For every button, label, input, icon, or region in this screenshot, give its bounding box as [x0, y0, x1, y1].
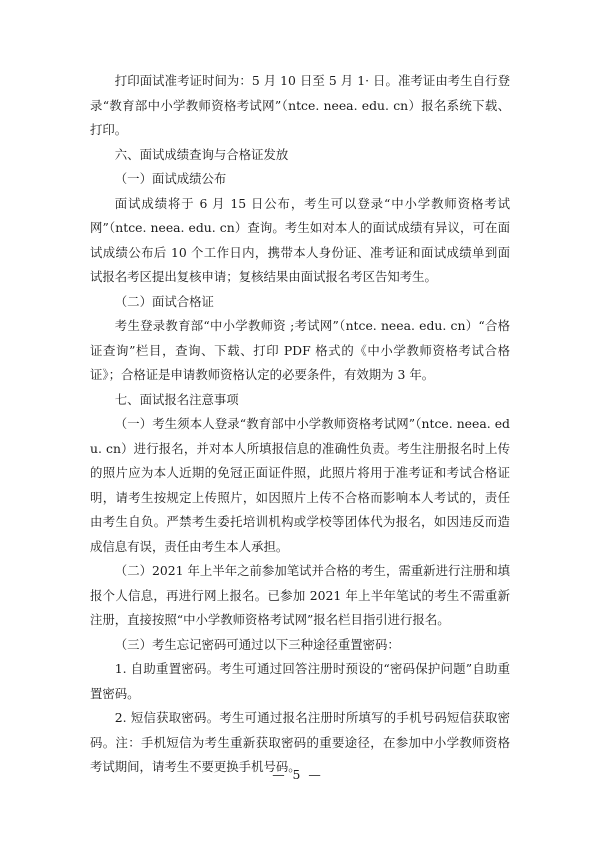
- paragraph-registration-note-2: （二）2021 年上半年之前参加笔试并合格的考生，需重新进行注册和填报个人信息，再进行网上报名。已参加 2021 年上半年笔试的考生不需重新注册，直接按照“中小学教师资格考试网”报名栏目指引进行报名。: [90, 563, 510, 627]
- paragraph-results-announcement: 面试成绩将于 6 月 15 日公布，考生可以登录“中小学教师资格考试网”（ntce. neea. edu. cn）查询。考生如对本人的面试成绩有异议，可在面试成绩公布后 10 个工作日内，携带本人身份证、准考证和面试成绩单到面试报名考区提出复核申请；复核结果由面试报名考区告知考生。: [90, 195, 510, 284]
- section-heading-interview-results: 六、面试成绩查询与合格证发放: [114, 146, 289, 162]
- paragraph-registration-note-1: （一）考生须本人登录“教育部中小学教师资格考试网”（ntce. neea. edu. cn）进行报名，并对本人所填报信息的准确性负责。考生注册报名时上传的照片应为本人近期的免冠正面证件照，此照片将用于准考证和考试合格证明，请考生按规定上传照片，如因照片上传不合格而影响本人考试的，责任由考生自负。严禁考生委托培训机构或学校等团体代为报名，如因违反而造成信息有误，责任由考生本人承担。: [90, 416, 510, 554]
- paragraph-admission-ticket-print: 打印面试准考证时间为：5 月 10 日至 5 月 1· 日。准考证由考生自行登录“教育部中小学教师资格考试网”（ntce. neea. edu. cn）报名系统下载、打印。: [90, 73, 510, 137]
- subheading-interview-certificate: （二）面试合格证: [114, 293, 214, 309]
- document-body: [90, 69, 510, 780]
- section-heading-registration-notes: 七、面试报名注意事项: [114, 391, 239, 407]
- subheading-results-announcement: （一）面试成绩公布: [114, 171, 227, 186]
- list-item-self-reset-password: 1. 自助重置密码。考生可通过回答注册时预设的“密码保护问题”自助重置密码。: [90, 661, 510, 701]
- page-number: — 5 —: [272, 767, 323, 782]
- paragraph-registration-note-3: （三）考生忘记密码可通过以下三种途径重置密码：: [114, 636, 400, 652]
- paragraph-interview-certificate: 考生登录教育部“中小学教师资 ;考试网”（ntce. neea. edu. cn）“合格证查询”栏目，查询、下载、打印 PDF 格式的《中小学教师资格考试合格证》；合格证是申请教师资格认定的必要条件，有效期为 3 年。: [90, 318, 510, 382]
- list-item-sms-password: 2. 短信获取密码。考生可通过报名注册时所填写的手机号码短信获取密码。注：手机短信为考生重新获取密码的重要途径，在参加中小学教师资格考试期间，请考生不要更换手机号码。: [90, 710, 510, 774]
